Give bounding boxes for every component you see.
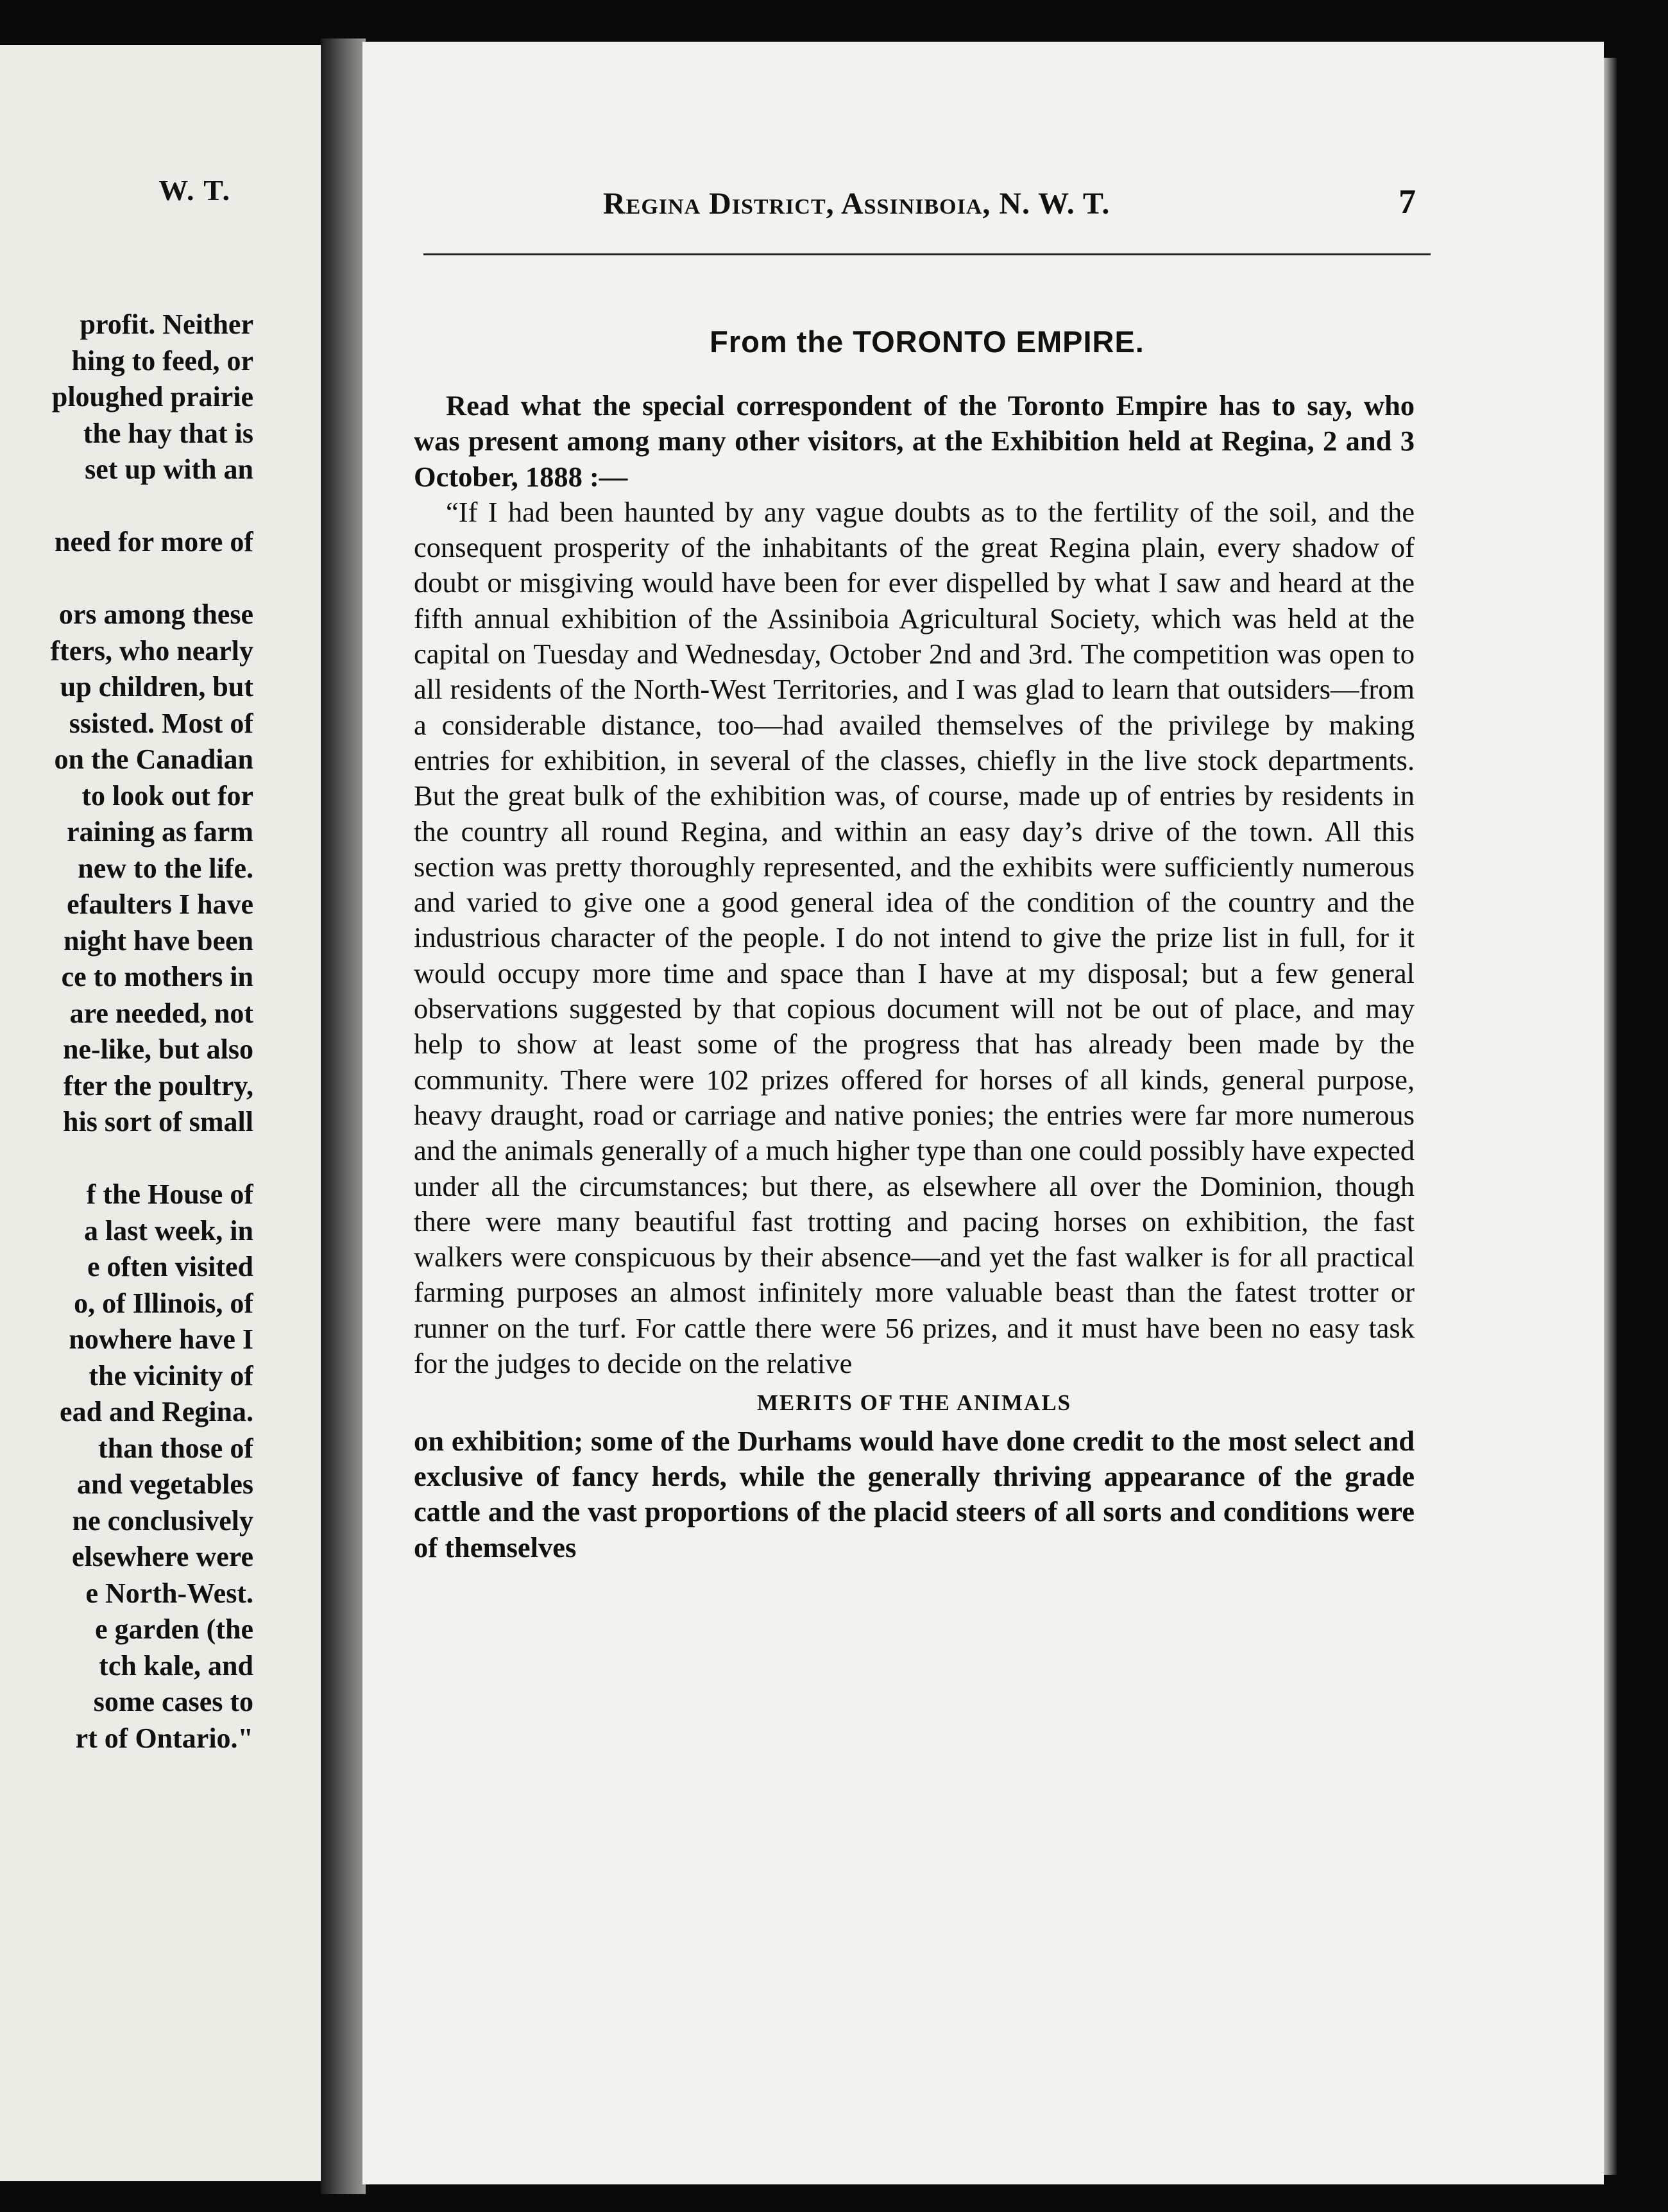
left-page-line: and vegetables	[77, 1468, 253, 1500]
left-page-line: set up with an	[85, 454, 253, 485]
left-page-line: e often visited	[87, 1251, 253, 1282]
article-body	[414, 388, 1415, 1565]
section-title: From the TORONTO EMPIRE.	[710, 325, 1145, 359]
left-page-line: are needed, not	[69, 997, 253, 1029]
continuation-paragraph: on exhibition; some of the Durhams would have done credit to the most select and exclusive of fancy herds, while the generally thriving appearance of the grade cattle and the vast proportions of the placid steers of all sorts and conditions were of themselves	[414, 1424, 1415, 1563]
left-page-line: fters, who nearly	[50, 634, 253, 667]
left-page-line: ne conclusively	[72, 1504, 253, 1536]
left-page-line: fter the poultry,	[63, 1069, 253, 1102]
left-page-line: ors among these	[58, 599, 253, 630]
left-page-line: raining as farm	[67, 816, 253, 847]
left-page-line: ploughed prairie	[51, 381, 253, 413]
left-page-line: ead and Regina.	[60, 1396, 253, 1427]
left-page-line: his sort of small	[63, 1106, 253, 1137]
page-number: 7	[1399, 182, 1416, 221]
left-page-header: W. T.	[158, 174, 231, 207]
left-page-line: some cases to	[93, 1686, 253, 1717]
subheading: MERITS OF THE ANIMALS	[756, 1390, 1072, 1416]
left-page	[0, 45, 321, 2181]
left-page-line: the vicinity of	[89, 1359, 253, 1391]
left-page-line: up children, but	[60, 671, 253, 702]
left-page-line: night have been	[64, 924, 253, 957]
left-page-line: o, of Illinois, of	[74, 1287, 253, 1319]
left-page-line: f the House of	[86, 1178, 253, 1210]
left-page-line: rt of Ontario."	[75, 1722, 253, 1754]
running-header: Regina District, Assiniboia, N. W. T.	[603, 187, 1111, 221]
book-gutter	[321, 38, 366, 2194]
left-page-line: to look out for	[81, 779, 253, 812]
left-page-line: ssisted. Most of	[69, 707, 253, 739]
left-page-line: on the Canadian	[54, 744, 253, 775]
left-page-line: a last week, in	[84, 1214, 253, 1246]
left-page-line: need for more of	[55, 526, 253, 557]
left-page-line: e North-West.	[85, 1577, 253, 1609]
left-page-line: than those of	[98, 1432, 253, 1464]
left-page-line: efaulters I have	[67, 889, 253, 920]
left-page-line: new to the life.	[78, 852, 253, 884]
page-edge-shadow	[1604, 58, 1617, 2175]
left-page-line: profit. Neither	[80, 309, 253, 340]
left-page-line: elsewhere were	[71, 1541, 253, 1572]
left-page-line: hing to feed, or	[71, 345, 253, 377]
left-page-line: nowhere have I	[69, 1323, 253, 1355]
intro-paragraph: Read what the special correspondent of the Toronto Empire has to say, who was present among many other visitors, at the Exhibition held at Regina, 2 and 3 October, 1888 :—	[414, 389, 1415, 493]
left-page-line	[0, 561, 253, 597]
left-page-line	[0, 1141, 253, 1177]
right-page	[362, 42, 1604, 2184]
left-page-line: tch kale, and	[99, 1649, 253, 1681]
left-page-line: e garden (the	[95, 1613, 253, 1645]
left-page-text	[0, 307, 253, 1757]
left-page-line: the hay that is	[83, 417, 253, 449]
header-rule	[423, 253, 1431, 255]
left-page-line	[0, 488, 253, 525]
left-page-line: ce to mothers in	[61, 961, 253, 992]
quoted-paragraph: “If I had been haunted by any vague doubts as to the fertility of the soil, and the consequent prosperity of the inhabitants of the great Regina plain, every shadow of doubt or misgiving would have been for ever dispelled by what I saw and heard at the fifth annual exhibition of the Assiniboia Agricultural Society, which was held at the capital on Tuesday and Wednesday, October 2nd and 3rd. The competition was open to all residents of the North-West Territories, and I was glad to learn that outsiders—from a considerable distance, too—had availed themselves of the privilege by making entries for exhibition, in several of the classes, chiefly in the live stock departments. But the great bulk of the exhibition was, of course, made up of entries by residents in the country all round Regina, and within an easy day’s drive of the town. All this section was pretty thoroughly represented, and the exhibits were sufficiently numerous and varied to give one a good general idea of the condition of the country and the industrious character of the people. I do not intend to give the prize list in full, for it would occupy more time and space than I have at my disposal; but a few general observations suggested by that copious document will not be out of place, and may help to show at least some of the progress that has already been made by the community. There were 102 prizes offered for horses of all kinds, general purpose, heavy draught, road or carriage and native ponies; the entries were far more numerous and the animals generally of a much higher type than one could possibly have expected under all the circumstances; but there, as elsewhere all over the Dominion, though there were many beautiful fast trotting and pacing horses on exhibition, the fast walkers were conspicuous by their absence—and yet the fast walker is for all practical farming purposes an almost infinitely more valuable beast than the fatest trotter or runner on the turf. For cattle there were 56 prizes, and it must have been no easy task for the judges to decide on the relative	[414, 495, 1415, 1380]
left-page-line: ne-like, but also	[62, 1034, 253, 1065]
